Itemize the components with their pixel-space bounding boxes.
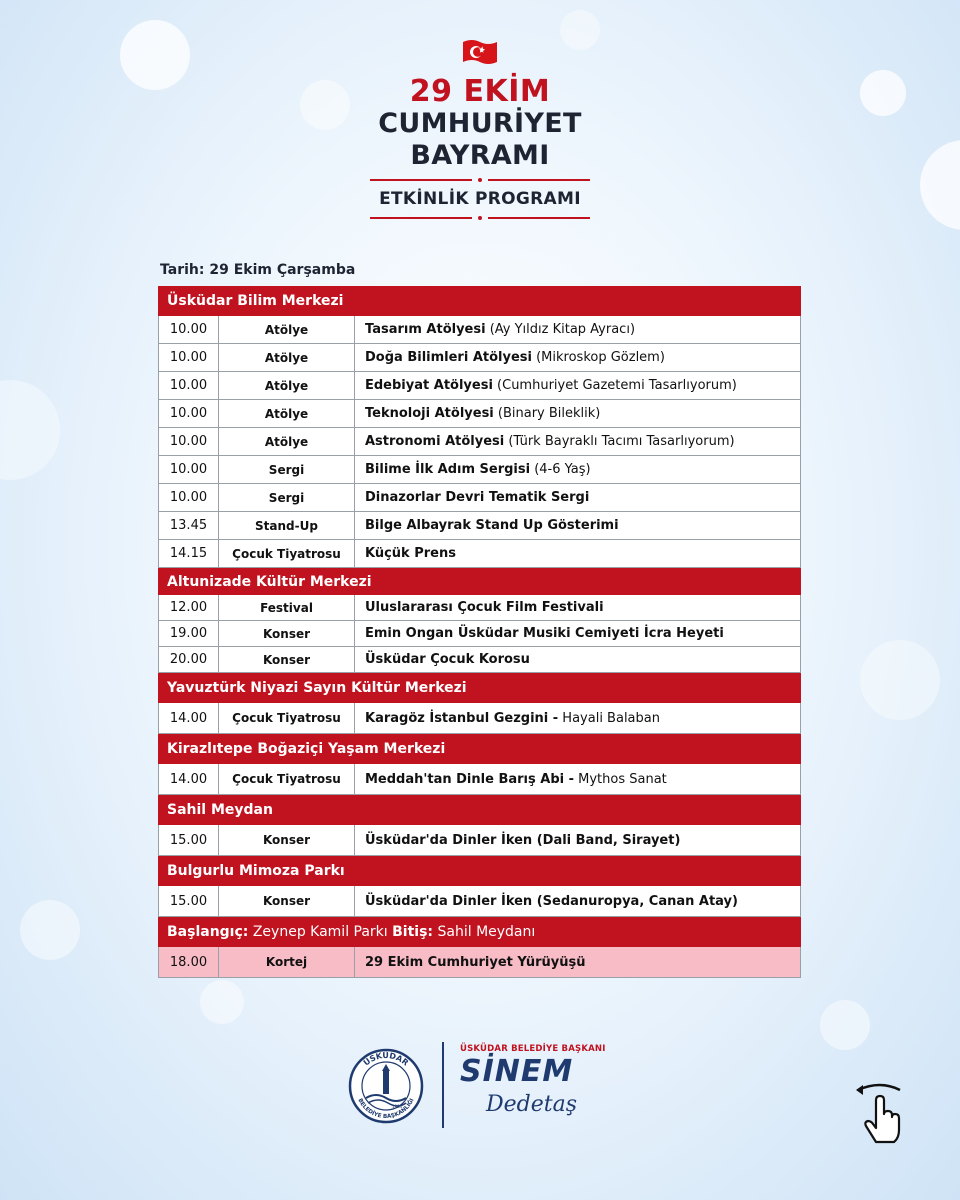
route-end-value: Sahil Meydanı [433, 924, 536, 940]
title-date: 29 EKİM [409, 74, 551, 109]
table-row [158, 703, 801, 734]
event-cell [355, 400, 800, 427]
event-title: Üsküdar'da Dinler İken (Sedanuropya, Canan Atay) [365, 893, 738, 909]
date-label: Tarih: 29 Ekim Çarşamba [160, 262, 356, 278]
type-cell: Sergi [219, 456, 355, 483]
table-row [158, 428, 801, 456]
time-cell: 20.00 [159, 647, 219, 672]
type-cell: Çocuk Tiyatrosu [219, 540, 355, 567]
footer-divider [442, 1042, 444, 1128]
time-cell: 10.00 [159, 400, 219, 427]
title-line-2: CUMHURİYET [378, 108, 582, 139]
section-header: Bulgurlu Mimoza Parkı [158, 856, 801, 886]
bokeh-circle [860, 640, 940, 720]
event-cell [355, 484, 800, 511]
mayor-last-name: Dedetaş [486, 1092, 578, 1117]
event-title: Bilime İlk Adım Sergisi [365, 462, 531, 477]
event-title: Uluslararası Çocuk Film Festivali [365, 600, 604, 615]
route-start-value: Zeynep Kamil Parkı [248, 924, 393, 940]
type-cell: Festival [219, 595, 355, 620]
time-cell: 15.00 [159, 825, 219, 855]
schedule-table [158, 286, 801, 978]
table-row [158, 595, 801, 621]
table-row [158, 484, 801, 512]
bokeh-circle [0, 380, 60, 480]
bottom-divider [370, 216, 590, 220]
time-cell: 10.00 [159, 316, 219, 343]
table-row [158, 400, 801, 428]
type-cell: Konser [219, 886, 355, 916]
event-title: Üsküdar Çocuk Korosu [365, 652, 530, 667]
section-header: Sahil Meydan [158, 795, 801, 825]
time-cell: 15.00 [159, 886, 219, 916]
event-title: Meddah'tan Dinle Barış Abi - [365, 771, 574, 787]
type-cell: Kortej [219, 947, 355, 977]
route-end-label: Bitiş: [392, 924, 434, 940]
event-title: Küçük Prens [365, 546, 456, 561]
table-row [158, 764, 801, 795]
route-start-label: Başlangıç: [167, 924, 249, 940]
event-note: (Ay Yıldız Kitap Ayracı) [485, 322, 636, 337]
event-title: Tasarım Atölyesi [365, 322, 486, 337]
event-note: (Mikroskop Gözlem) [531, 350, 665, 365]
time-cell: 19.00 [159, 621, 219, 646]
event-cell [355, 344, 800, 371]
header [0, 38, 960, 226]
mayor-title: ÜSKÜDAR BELEDİYE BAŞKANI [460, 1044, 606, 1054]
mayor-first-name: SİNEM [460, 1054, 574, 1089]
event-cell [355, 316, 800, 343]
time-cell: 18.00 [159, 947, 219, 977]
swipe-hand-icon [854, 1080, 906, 1148]
event-title: Teknoloji Atölyesi [365, 406, 494, 421]
time-cell: 14.00 [159, 764, 219, 794]
bokeh-circle [200, 980, 244, 1024]
event-note: Mythos Sanat [574, 771, 667, 787]
time-cell: 10.00 [159, 428, 219, 455]
table-row [158, 540, 801, 568]
bokeh-circle [820, 1000, 870, 1050]
section-header: Kirazlıtepe Boğaziçi Yaşam Merkezi [158, 734, 801, 764]
section-header: Altunizade Kültür Merkezi [158, 568, 801, 595]
event-note: (Türk Bayraklı Tacımı Tasarlıyorum) [504, 434, 735, 449]
type-cell: Stand-Up [219, 512, 355, 539]
event-title: Edebiyat Atölyesi [365, 378, 493, 393]
event-title: Dinazorlar Devri Tematik Sergi [365, 490, 590, 505]
event-cell [355, 703, 800, 733]
event-cell [355, 764, 800, 794]
event-cell [355, 947, 800, 977]
seal-bottom-text: BELEDİYE BAŞKANLIĞI [356, 1097, 416, 1121]
type-cell: Atölye [219, 372, 355, 399]
table-row [158, 647, 801, 673]
section-header: Yavuztürk Niyazi Sayın Kültür Merkezi [158, 673, 801, 703]
footer [348, 1040, 628, 1130]
event-cell [355, 540, 800, 567]
subtitle: ETKİNLİK PROGRAMI [379, 189, 581, 209]
event-cell [355, 372, 800, 399]
event-title: 29 Ekim Cumhuriyet Yürüyüşü [365, 954, 586, 970]
event-title: Astronomi Atölyesi [365, 434, 505, 449]
type-cell: Atölye [219, 400, 355, 427]
event-cell [355, 428, 800, 455]
route-header [158, 917, 801, 947]
seal-year: 1984 [392, 1104, 403, 1109]
event-cell [355, 595, 800, 620]
table-row [158, 344, 801, 372]
event-title: Doğa Bilimleri Atölyesi [365, 350, 532, 365]
type-cell: Çocuk Tiyatrosu [219, 764, 355, 794]
type-cell: Çocuk Tiyatrosu [219, 703, 355, 733]
time-cell: 10.00 [159, 484, 219, 511]
time-cell: 13.45 [159, 512, 219, 539]
seal-top-text: ÜSKÜDAR [361, 1050, 411, 1068]
time-cell: 12.00 [159, 595, 219, 620]
event-title: Üsküdar'da Dinler İken (Dali Band, Sirayet) [365, 832, 681, 848]
top-divider [370, 178, 590, 182]
type-cell: Konser [219, 621, 355, 646]
time-cell: 14.15 [159, 540, 219, 567]
title-line-3: BAYRAMI [410, 140, 550, 171]
table-row [158, 825, 801, 856]
table-row-highlight [158, 947, 801, 978]
table-row [158, 512, 801, 540]
municipality-seal-icon [348, 1048, 424, 1124]
event-cell [355, 886, 800, 916]
event-title: Karagöz İstanbul Gezgini - [365, 710, 559, 726]
time-cell: 14.00 [159, 703, 219, 733]
time-cell: 10.00 [159, 372, 219, 399]
table-row [158, 886, 801, 917]
event-cell [355, 647, 800, 672]
type-cell: Atölye [219, 316, 355, 343]
section-header: Üsküdar Bilim Merkezi [158, 286, 801, 316]
event-note: (4-6 Yaş) [530, 462, 591, 477]
turkish-flag-icon [460, 38, 500, 72]
table-row [158, 456, 801, 484]
event-cell [355, 512, 800, 539]
event-cell [355, 825, 800, 855]
type-cell: Konser [219, 825, 355, 855]
event-cell [355, 621, 800, 646]
bokeh-circle [20, 900, 80, 960]
type-cell: Atölye [219, 428, 355, 455]
event-note: (Binary Bileklik) [493, 406, 601, 421]
event-cell [355, 456, 800, 483]
event-note: Hayali Balaban [558, 710, 660, 726]
table-row [158, 621, 801, 647]
table-row [158, 316, 801, 344]
event-title: Bilge Albayrak Stand Up Gösterimi [365, 518, 619, 533]
type-cell: Atölye [219, 344, 355, 371]
event-title: Emin Ongan Üsküdar Musiki Cemiyeti İcra Heyeti [365, 626, 724, 641]
time-cell: 10.00 [159, 456, 219, 483]
type-cell: Konser [219, 647, 355, 672]
time-cell: 10.00 [159, 344, 219, 371]
event-note: (Cumhuriyet Gazetemi Tasarlıyorum) [492, 378, 737, 393]
type-cell: Sergi [219, 484, 355, 511]
table-row [158, 372, 801, 400]
